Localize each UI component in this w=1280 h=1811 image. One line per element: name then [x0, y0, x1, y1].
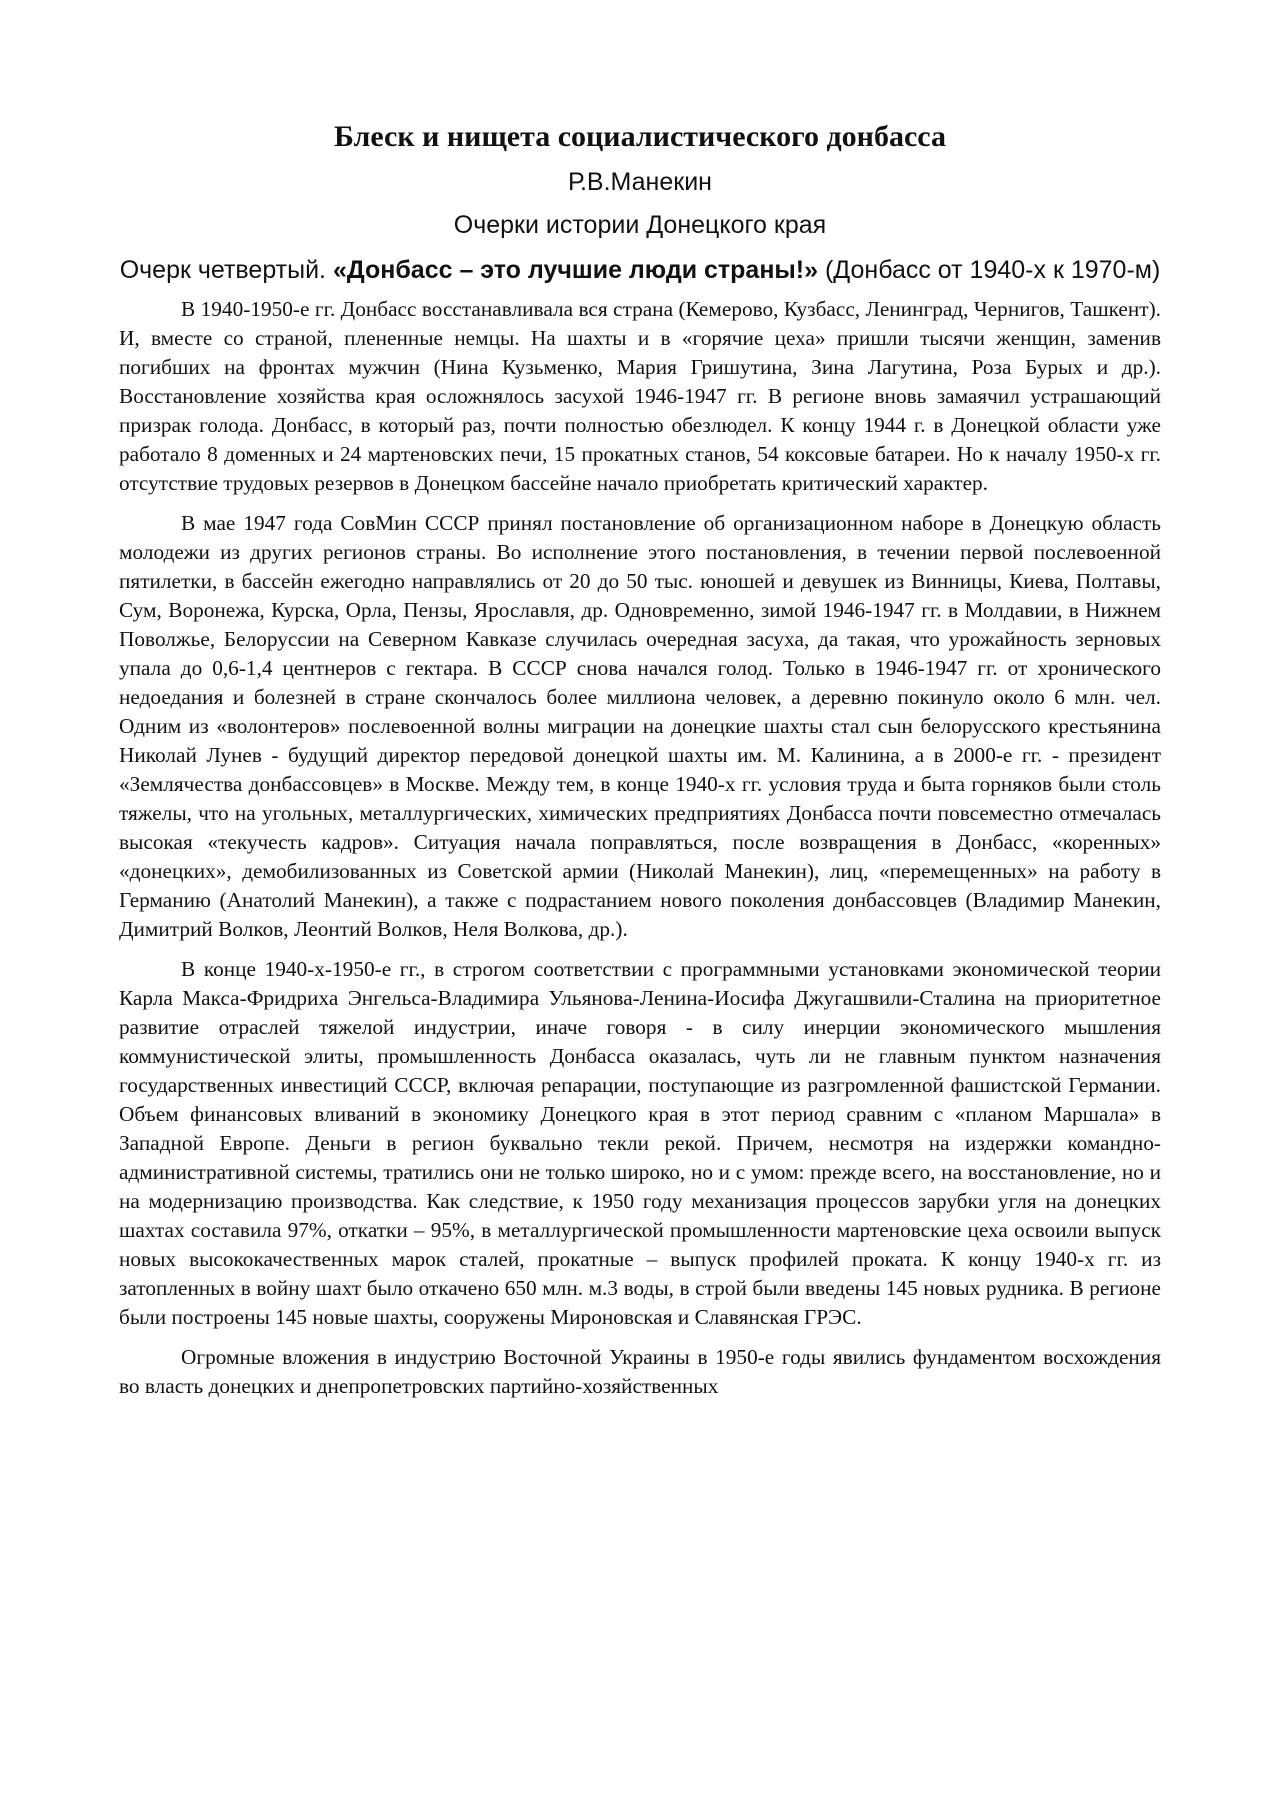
essay-heading-prefix: Очерк четвертый. [119, 256, 333, 284]
essay-heading-quote: «Донбасс – это лучшие люди страны!» [332, 256, 819, 284]
essay-heading-suffix: (Донбасс от 1940-х к 1970-м) [818, 256, 1161, 284]
paragraph-1: В 1940-1950-е гг. Донбасс восстанавливала вся страна (Кемерово, Кузбасс, Ленинград, Чернигов, Ташкент). И, вместе со страной, плененные немцы. На шахты и в «горячие цеха» пришли тысячи женщин, заменив погибших на фронтах мужчин (Нина Кузьменко, Мария Гришутина, Зина Лагутина, Роза Бурых и др.). Восстановление хозяйства края осложнялось засухой 1946-1947 гг. В регионе вновь замаячил устрашающий призрак голода. Донбасс, в который раз, почти полностью обезлюдел. К концу 1944 г. в Донецкой области уже работало 8 доменных и 24 мартеновских печи, 15 прокатных станов, 54 коксовые батареи. Но к началу 1950-х гг. отсутствие трудовых резервов в Донецком бассейне начало приобретать критический характер. [119, 297, 1161, 495]
document-body [119, 118, 1161, 1412]
paragraph-3: В конце 1940-х-1950-е гг., в строгом соответствии с программными установками экономической теории Карла Макса-Фридриха Энгельса-Владимира Ульянова-Ленина-Иосифа Джугашвили-Сталина на приоритетное развитие отраслей тяжелой индустрии, иначе говоря - в силу инерции экономического мышления коммунистической элиты, промышленность Донбасса оказалась, чуть ли не главным пунктом назначения государственных инвестиций СССР, включая репарации, поступающие из разгромленной фашистской Германии. Объем финансовых вливаний в экономику Донецкого края в этот период сравним с «планом Маршала» в Западной Европе. Деньги в регион буквально текли рекой. Причем, несмотря на издержки командно-административной системы, тратились они не только широко, но и с умом: прежде всего, на восстановление, но и на модернизацию производства. Как следствие, к 1950 году механизация процессов зарубки угля на донецких шахтах составила 97%, откатки – 95%, в металлургической промышленности мартеновские цеха освоили выпуск новых высококачественных марок сталей, прокатные – выпуск профилей проката. К концу 1940-х гг. из затопленных в войну шахт было откачено 650 млн. м.3 воды, в строй были введены 145 новых рудника. В регионе были построены 145 новые шахты, сооружены Мироновская и Славянская ГРЭС. [119, 957, 1161, 1329]
essay-heading [119, 253, 1161, 287]
paragraph-4: Огромные вложения в индустрию Восточной Украины в 1950-е годы явились фундаментом восхождения во власть донецких и днепропетровских партийно-хозяйственных [119, 1345, 1161, 1398]
author-name: Р.В.Манекин [568, 168, 712, 196]
document-title: Блеск и нищета социалистического донбасса [334, 120, 946, 153]
series-title: Очерки истории Донецкого края [453, 211, 827, 239]
paragraph-2: В мае 1947 года СовМин СССР принял постановление об организационном наборе в Донецкую область молодежи из других регионов страны. Во исполнение этого постановления, в течении первой послевоенной пятилетки, в бассейн ежегодно направлялись от 20 до 50 тыс. юношей и девушек из Винницы, Киева, Полтавы, Сум, Воронежа, Курска, Орла, Пензы, Ярославля, др. Одновременно, зимой 1946-1947 гг. в Молдавии, в Нижнем Поволжье, Белоруссии на Северном Кавказе случилась очередная засуха, да такая, что урожайность зерновых упала до 0,6-1,4 центнеров с гектара. В СССР снова начался голод. Только в 1946-1947 гг. от хронического недоедания и болезней в стране скончалось более миллиона человек, а деревню покинуло около 6 млн. чел. Одним из «волонтеров» послевоенной волны миграции на донецкие шахты стал сын белорусского крестьянина Николай Лунев - будущий директор передовой донецкой шахты им. М. Калинина, а в 2000-е гг. - президент «Землячества донбассовцев» в Москве. Между тем, в конце 1940-х гг. условия труда и быта горняков были столь тяжелы, что на угольных, металлургических, химических предприятиях Донбасса почти повсеместно отмечалась высокая «текучесть кадров». Ситуация начала поправляться, после возвращения в Донбасс, «коренных» «донецких», демобилизованных из Советской армии (Николай Манекин), лиц, «перемещенных» на работу в Германию (Анатолий Манекин), а также с подрастанием нового поколения донбассовцев (Владимир Манекин, Димитрий Волков, Леонтий Волков, Неля Волкова, др.). [119, 511, 1161, 941]
